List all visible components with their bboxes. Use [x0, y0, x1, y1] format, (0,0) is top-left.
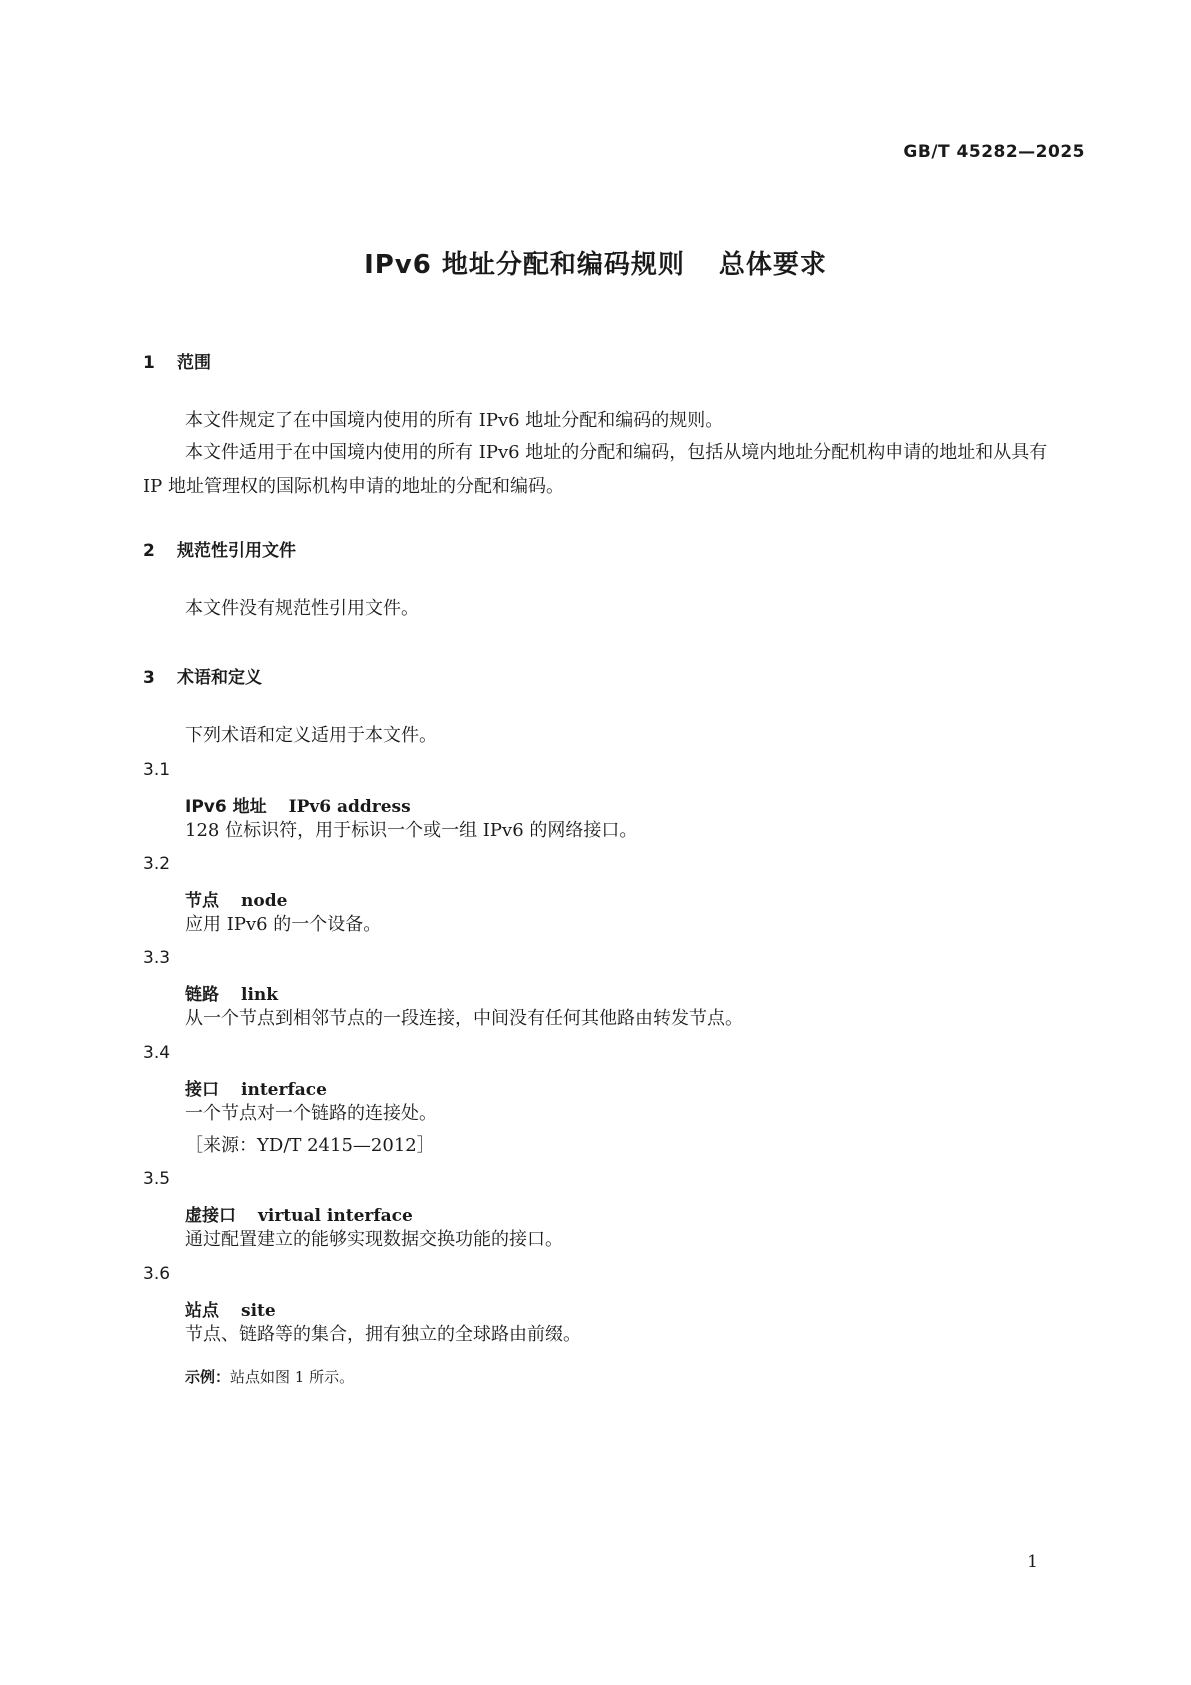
term-definition: 128 位标识符，用于标识一个或一组 IPv6 的网络接口。	[185, 820, 638, 841]
term-number: 3.1	[143, 760, 171, 780]
term-source: ［来源：YD/T 2415—2012］	[185, 1135, 435, 1156]
term-definition: 应用 IPv6 的一个设备。	[185, 914, 382, 935]
standard-number: GB/T 45282—2025	[903, 142, 1085, 162]
section-1-heading: 1 范围	[143, 353, 211, 373]
term-heading: IPv6 地址 IPv6 address	[185, 797, 411, 817]
term-heading: 链路 link	[185, 985, 279, 1005]
section-3-heading: 3 术语和定义	[143, 668, 262, 688]
term-heading: 站点 site	[185, 1301, 276, 1321]
section-1-paragraph-2: 本文件适用于在中国境内使用的所有 IPv6 地址的分配和编码，包括从境内地址分配机构申请的地址和从具有 IP 地址管理权的国际机构申请的地址的分配和编码。	[143, 442, 1048, 497]
title-main: IPv6 地址分配和编码规则	[364, 250, 685, 280]
section-2-paragraph-1: 本文件没有规范性引用文件。	[185, 598, 419, 619]
term-definition: 通过配置建立的能够实现数据交换功能的接口。	[185, 1229, 563, 1250]
document-title	[0, 244, 1191, 281]
term-number: 3.6	[143, 1264, 171, 1284]
term-example: 示例：站点如图 1 所示。	[185, 1368, 355, 1386]
title-sub: 总体要求	[718, 250, 827, 280]
term-number: 3.3	[143, 948, 171, 968]
term-heading: 节点 node	[185, 891, 288, 911]
term-definition: 节点、链路等的集合，拥有独立的全球路由前缀。	[185, 1324, 581, 1345]
section-2-heading: 2 规范性引用文件	[143, 541, 296, 561]
term-definition: 从一个节点到相邻节点的一段连接，中间没有任何其他路由转发节点。	[185, 1008, 743, 1029]
page-number: 1	[1027, 1552, 1038, 1572]
term-number: 3.4	[143, 1043, 171, 1063]
term-heading: 虚接口 virtual interface	[185, 1206, 413, 1226]
term-number: 3.2	[143, 854, 171, 874]
section-3-intro: 下列术语和定义适用于本文件。	[185, 725, 437, 746]
term-heading: 接口 interface	[185, 1080, 327, 1100]
term-definition: 一个节点对一个链路的连接处。	[185, 1103, 437, 1124]
section-1-paragraph-1: 本文件规定了在中国境内使用的所有 IPv6 地址分配和编码的规则。	[185, 410, 724, 431]
term-number: 3.5	[143, 1169, 171, 1189]
